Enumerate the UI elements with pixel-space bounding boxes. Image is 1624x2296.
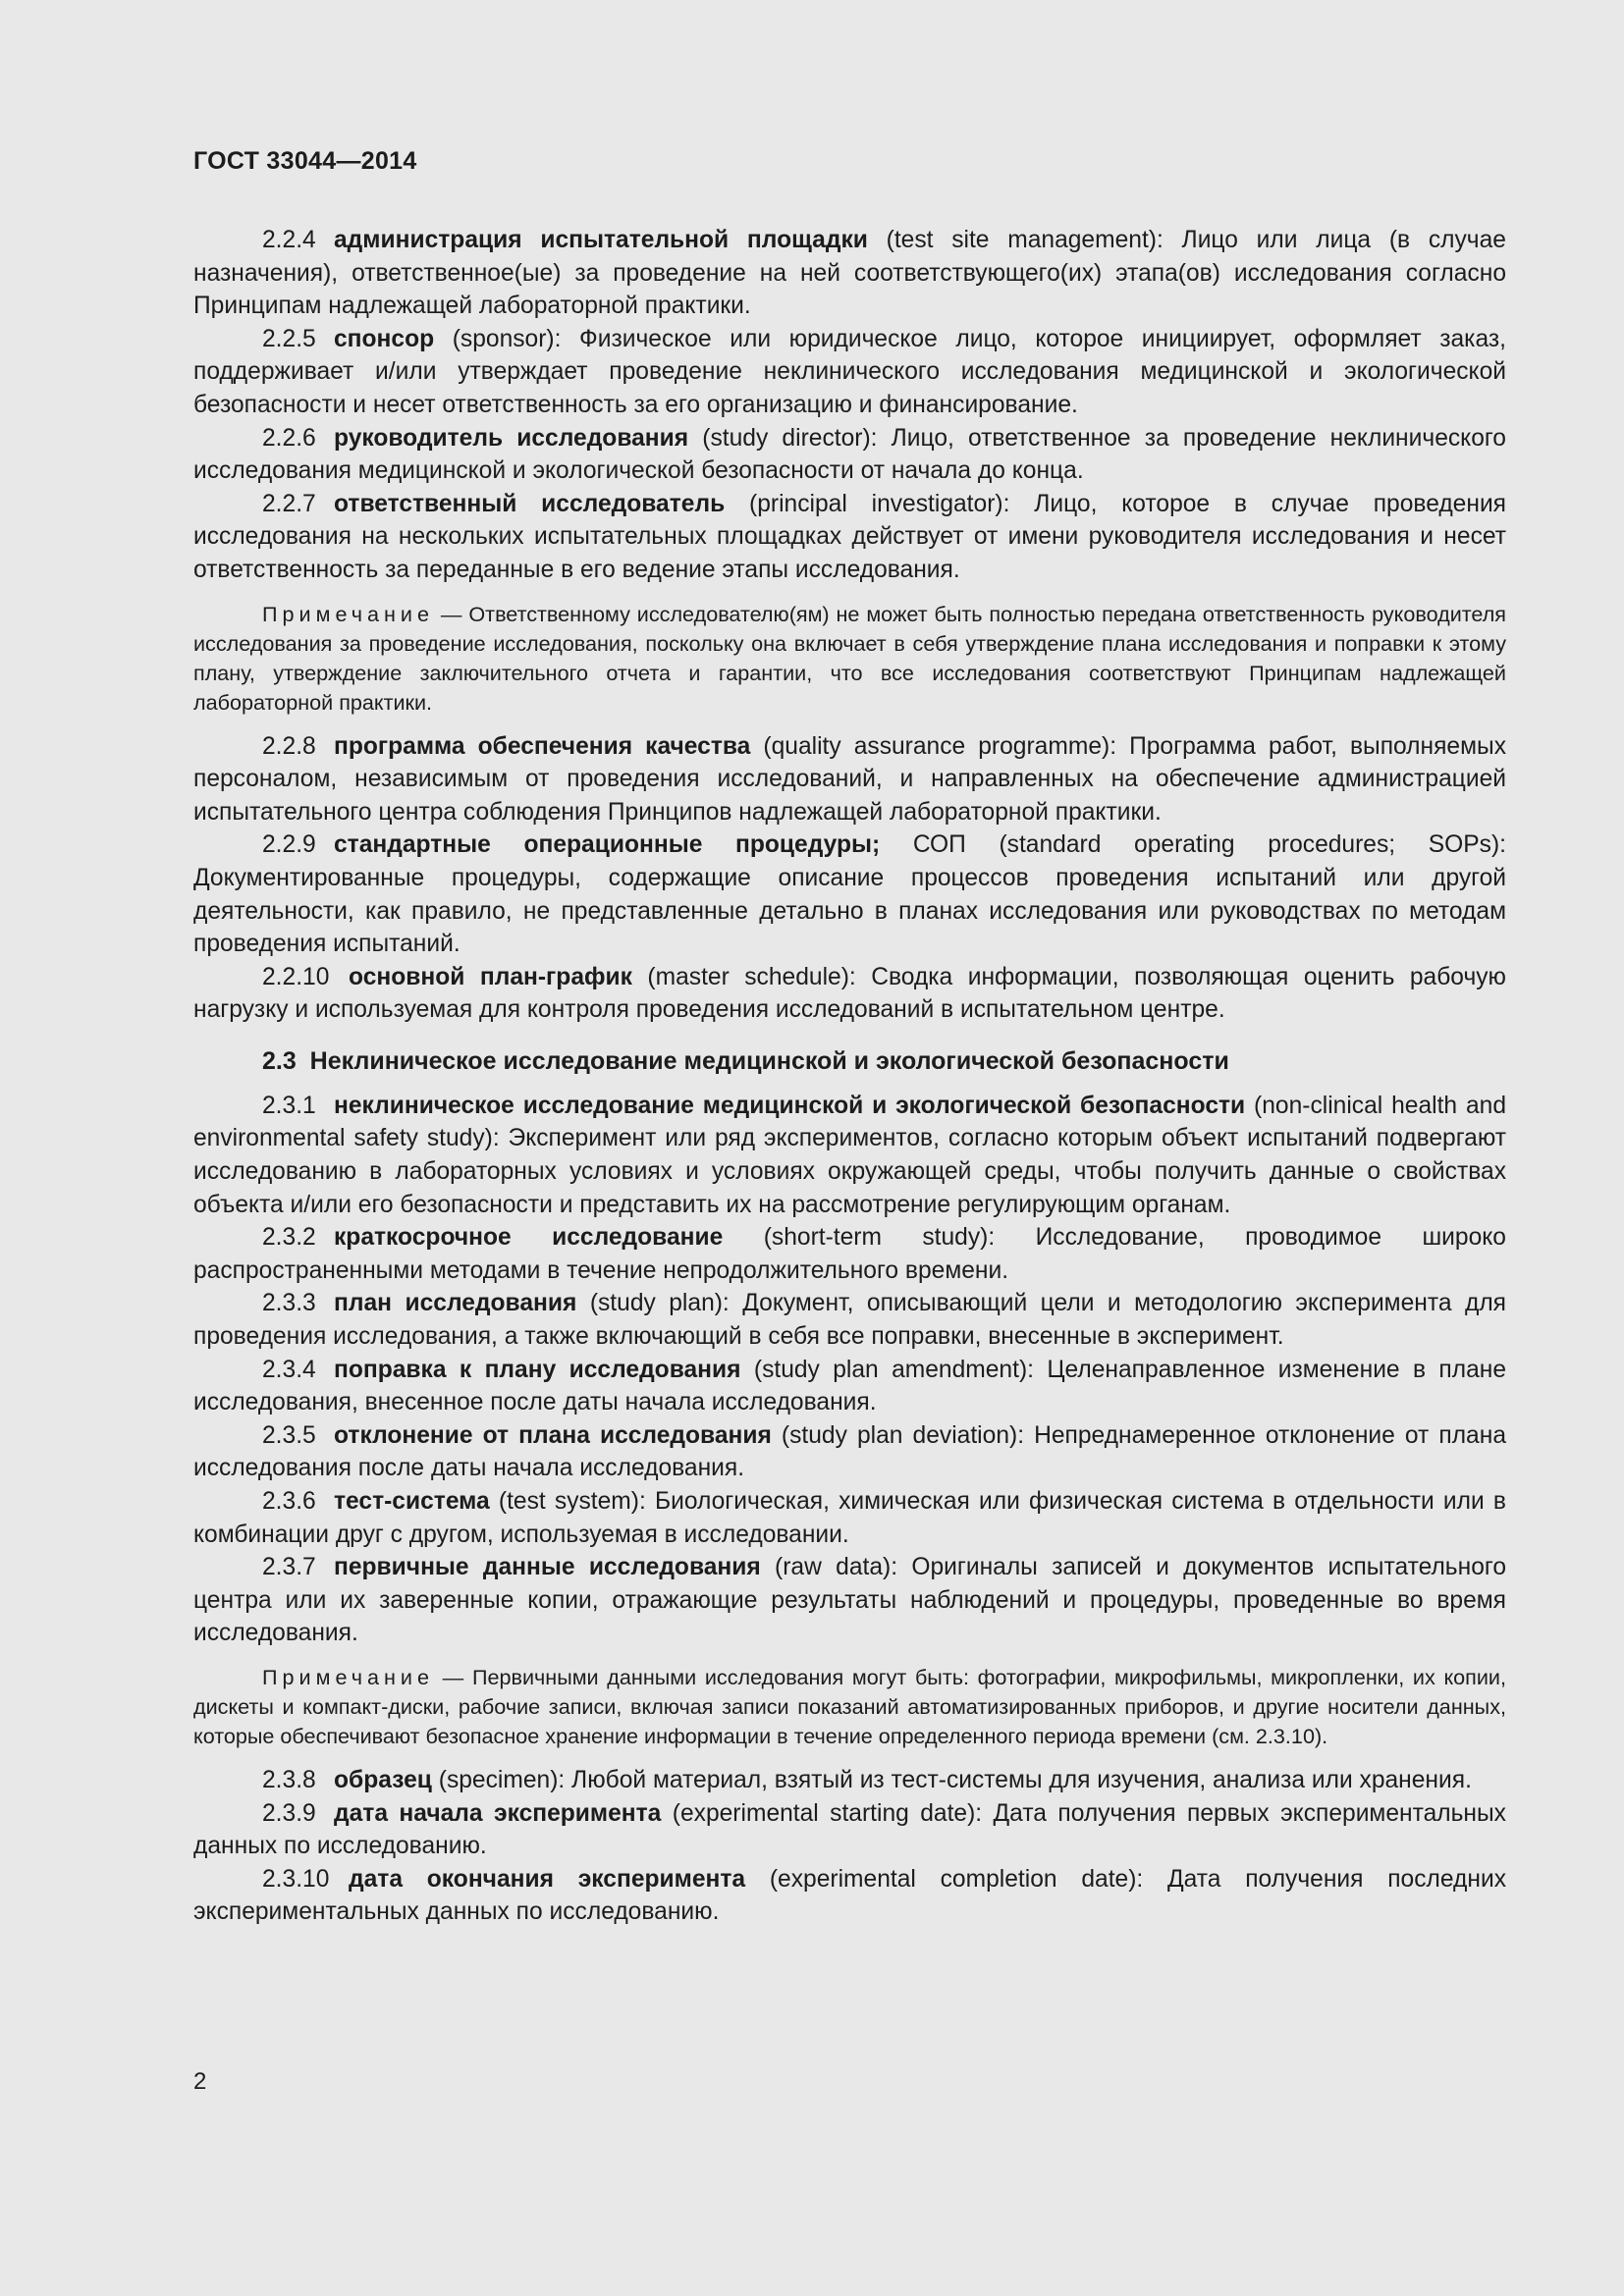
definition-item [193,1485,1506,1551]
term: первичные данные исследования [334,1554,761,1581]
item-number: 2.3.10 [262,1865,330,1893]
item-number: 2.3.5 [262,1421,316,1449]
item-number: 2.2.10 [262,963,330,990]
definition-item [193,1354,1506,1419]
definition: (non-clinical health and environmental safety study): Эксперимент или ряд экспериментов, согласно которым объект испытаний подвергают исследованию в лабораторных условиях и условиях окружающей среды, чтобы получить данные о свойствах объекта и/или его безопасности и представить их на рассмотрение регулирующим органам. [193,1092,1506,1218]
section-heading [262,1044,1506,1078]
page-content [193,224,1506,1929]
term: руководитель исследования [334,424,689,452]
definition-item [193,1221,1506,1287]
note-label: Примечание [262,1664,434,1689]
definition: (study director): Лицо, ответственное за проведение неклинического исследования медицинской и экологической безопасности от начала до конца. [193,424,1506,485]
term: краткосрочное исследование [334,1224,724,1252]
term: план исследования [334,1290,577,1317]
term: неклиническое исследование медицинской и экологической безопасности [334,1092,1246,1119]
definition-item [193,1764,1506,1797]
item-number: 2.2.8 [262,732,316,760]
term: программа обеспечения качества [334,732,751,760]
definition: (study plan amendment): Целенаправленное изменение в плане исследования, внесенное после даты начала исследования. [193,1356,1507,1416]
item-number: 2.2.9 [262,831,316,859]
note-label: Примечание [262,601,434,626]
definition: (master schedule): Сводка информации, позволяющая оценить рабочую нагрузку и используемая для контроля проведения исследований в испытательном центре. [193,963,1507,1024]
definition: (principal investigator): Лицо, которое в случае проведения исследования на нескольких испытательных площадках действует от имени руководителя исследования и несет ответственность за переданные в его ведение этапы исследования. [193,490,1506,583]
item-number: 2.3.3 [262,1290,316,1317]
item-number: 2.3.1 [262,1092,316,1119]
definition-item [193,1863,1506,1929]
definition: (experimental starting date): Дата получения первых экспериментальных данных по исследованию. [193,1799,1506,1860]
section-number: 2.3 [262,1046,297,1075]
term: спонсор [334,325,435,352]
definition-item [193,323,1506,422]
term: образец [334,1766,432,1793]
definition: (sponsor): Физическое или юридическое лицо, которое инициирует, оформляет заказ, поддерживает и/или утверждает проведение неклинического исследования медицинской и экологической безопасности и несет ответственность за его организацию и финансирование. [193,325,1506,418]
note-text: — Ответственному исследователю(ям) не может быть полностью передана ответственность руководителя исследования за проведение исследования, поскольку она включает в себя утверждение плана исследования и поправки к этому плану, утверждение заключительного отчета и гарантии, что все исследования соответствуют Принципам надлежащей лабораторной практики. [193,601,1506,715]
definition-item [193,488,1506,587]
term: тест-система [334,1488,490,1515]
item-number: 2.3.6 [262,1488,316,1515]
item-number: 2.3.2 [262,1224,316,1252]
item-number: 2.3.4 [262,1356,316,1383]
term: отклонение от плана исследования [334,1421,772,1449]
item-number: 2.2.7 [262,490,316,517]
definition: (specimen): Любой материал, взятый из тест-системы для изучения, анализа или хранения. [431,1766,1472,1793]
definition-item [193,961,1506,1027]
definition-item [193,828,1506,960]
section-title: Неклиническое исследование медицинской и экологической безопасности [309,1046,1229,1075]
definition-item [193,730,1506,829]
item-number: 2.3.9 [262,1799,316,1827]
item-number: 2.2.4 [262,227,316,253]
definition: (study plan): Документ, описывающий цели и методологию эксперимента для проведения исследования, а также включающий в себя все поправки, внесенные в эксперимент. [193,1290,1506,1351]
definition: (study plan deviation): Непреднамеренное отклонение от плана исследования после даты начала исследования. [193,1421,1506,1482]
term: ответственный исследователь [334,490,726,517]
item-number: 2.3.7 [262,1554,316,1581]
definition-item [193,1419,1506,1485]
definition-item [193,1797,1506,1863]
term: основной план-график [349,963,632,990]
standard-header: ГОСТ 33044—2014 [193,147,417,175]
definition: (test system): Биологическая, химическая или физическая система в отдельности или в комбинации друг с другом, используемая в исследовании. [193,1488,1506,1548]
item-number: 2.2.6 [262,424,316,452]
page-number: 2 [193,2068,207,2095]
definition: (quality assurance programme): Программа работ, выполняемых персоналом, независимым от проведения исследований, и направленных на обеспечение администрацией испытательного центра соблюдения Принципов надлежащей лабораторной практики. [193,732,1506,826]
term: дата окончания эксперимента [349,1865,746,1893]
definition-item [193,1287,1506,1353]
definition: (experimental completion date): Дата получения последних экспериментальных данных по исследованию. [193,1865,1506,1926]
definition-item [193,422,1506,488]
term: дата начала эксперимента [334,1799,662,1827]
definition: (short-term study): Исследование, проводимое широко распространенными методами в течение непродолжительного времени. [193,1224,1506,1284]
term: поправка к плану исследования [334,1356,741,1383]
definition: СОП (standard operating procedures; SOPs): Документированные процедуры, содержащие описание процессов проведения испытаний или другой деятельности, как правило, не представленные детально в планах исследования или руководствах по методам проведения испытаний. [193,831,1506,958]
item-number: 2.3.8 [262,1766,316,1793]
definition-item [193,1090,1506,1221]
note [193,1663,1506,1751]
term: администрация испытательной площадки [334,227,868,253]
note [193,600,1506,718]
term: стандартные операционные процедуры; [334,831,881,859]
item-number: 2.2.5 [262,325,316,352]
definition-item [193,224,1506,323]
definition-item [193,1551,1506,1650]
definition: (raw data): Оригиналы записей и документов испытательного центра или их заверенные копии, отражающие результаты наблюдений и процедуры, проведенные во время исследования. [193,1554,1506,1647]
definition: (test site management): Лицо или лица (в случае назначения), ответственное(ые) за проведение на ней соответствующего(их) этапа(ов) исследования согласно Принципам надлежащей лабораторной практики. [193,227,1506,320]
note-text: — Первичными данными исследования могут быть: фотографии, микрофильмы, микропленки, их копии, дискеты и компакт-диски, рабочие записи, включая записи показаний автоматизированных приборов, и другие носители данных, которые обеспечивают безопасное хранение информации в течение определенного периода времени (см. 2.3.10). [193,1664,1506,1748]
